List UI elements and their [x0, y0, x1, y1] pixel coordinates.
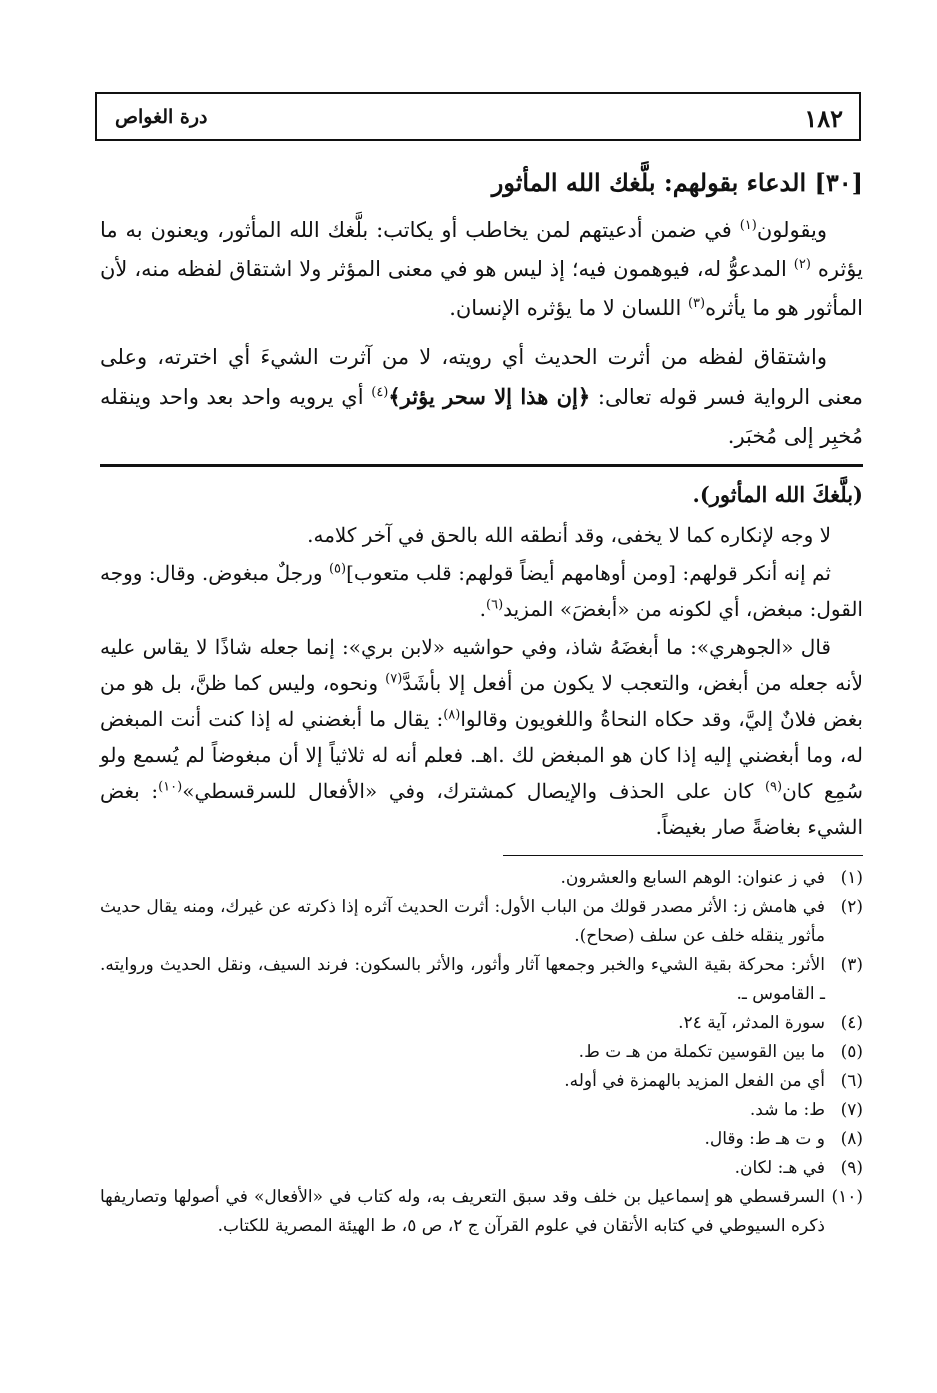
section-divider: [100, 464, 863, 467]
footnote-ref: (٣): [687, 296, 706, 311]
main-paragraph: واشتقاق لفظه من أثرت الحديث أي رويته، لا من آثرت الشيءَ أي اخترته، وعلى معنى الرواية فسر قوله تعالى: ﴿إن هذا إلا سحر يؤثر﴾$^{(٤)}$ أي يرويه واحد بعد واحد وينقله مُخبِر إلى مُخبَر.: [100, 345, 864, 448]
footnote-number: (٦): [840, 1071, 863, 1091]
footnote-ref: (٧): [385, 671, 403, 687]
section-heading: [٣٠] الدعاء بقولهم: بلَّغك الله المأثور: [491, 168, 863, 197]
footnote-text: أي من الفعل المزيد بالهمزة في أوله.: [564, 1071, 825, 1091]
footnote-ref: (٦): [486, 597, 504, 613]
footnote-text: سورة المدثر، آية ٢٤.: [678, 1013, 825, 1033]
main-paragraph: ويقولون$^{(١)}$ في ضمن أدعيتهم لمن يخاطب أو يكاتب: بلَّغك الله المأثور، ويعنون به ما يؤثره $^{(٢)}$ المدعوُّ له، فيوهمون فيه؛ إذ ليس هو في معنى المؤثر ولا اشتقاق لفظه منه، لأن المأثور هو ما يأثره$^{(٣)}$ اللسان لا ما يؤثره الإنسان.: [100, 218, 863, 320]
footnote-number: (٥): [840, 1042, 863, 1062]
footnote: [100, 864, 863, 893]
footnote: [100, 1038, 863, 1067]
footnote: [100, 893, 863, 951]
footnote-ref: (٢): [793, 257, 811, 272]
footnote-text: في هامش ز: الأثر مصدر قولك من الباب الأول: أثرت الحديث آثره إذا ذكرته عن غيرك، ومنه يقال حديث مأثور ينقله خلف عن سلف (صحاح).: [100, 897, 825, 946]
page-number: ١٨٢: [804, 104, 843, 133]
footnote-ref: (١٠): [158, 779, 183, 795]
commentary-paragraph: ثم إنه أنكر قولهم: [ومن أوهامهم أيضاً قولهم: قلب متعوب]$^{(٥)}$ ورجلٌ مبغوض. وقال: ووجه القول: مبغض، أي لكونه من «أبغضَ» المزيد$^{(٦)}$.: [100, 561, 863, 621]
footnote-ref: (٤): [371, 385, 389, 400]
footnote-text: في هـ: لكان.: [734, 1158, 825, 1178]
footnote-number: (٤): [840, 1013, 863, 1033]
commentary-paragraph: لا وجه لإنكاره كما لا يخفى، وقد أنطقه الله بالحق في آخر كلامه.: [307, 523, 831, 547]
footnote-text: الأثر: محركة بقية الشيء والخبر وجمعها آثار وأثور، والأثر بالسكون: فرند السيف، ونقل الحديث وروايته. ـ القاموس ـ.: [100, 955, 825, 1004]
footnote-text: و ت هـ ط: وقال.: [704, 1129, 825, 1149]
footnotes-list: [100, 864, 863, 1241]
footnote-ref: (٥): [328, 561, 347, 577]
quran-verse: ﴿إن هذا إلا سحر يؤثر﴾: [388, 384, 591, 409]
footnote-number: (٧): [840, 1100, 863, 1120]
running-title: درة الغواص: [115, 106, 208, 128]
page-header: [95, 92, 861, 141]
footnote-text: السرقسطي هو إسماعيل بن خلف وقد سبق التعريف به، وله كتاب في «الأفعال» في أصولها وتصاريفها ذكره السيوطي في كتابه الأتقان في علوم القرآن ج ٢، ص ٥، ط الهيئة المصرية للكتاب.: [100, 1187, 825, 1236]
footnote-text: في ز عنوان: الوهم السابع والعشرون.: [560, 868, 825, 888]
footnote-number: (٣): [840, 955, 863, 975]
commentary-paragraph: قال «الجوهري»: ما أبغضَهُ شاذ، وفي حواشيه «لابن بري»: إنما جعله شاذًا لا يقاس عليه لأنه جعله من أبغض، والتعجب لا يكون من أفعل إلا بأشَدَّ$^{(٧)}$ ونحوه، وليس كما ظنَّ، بل هو من بغض فلانٌ إليَّ، وقد حكاه النحاةُ واللغويون وقالوا$^{(٨)}$: يقال ما أبغضني له إذا كنت أنت المبغض له، وما أبغضني إليه إذا كان هو المبغض لك .اهـ. فعلم أنه له ثلاثياً إلا أن مبغوضاً لم يُسمع ولو سُمِع كان$^{(٩)}$ كان على الحذف والإيصال كمشترك، وفي «الأفعال للسرقسطي»$^{(١٠)}$: بغض الشيء بغاضةً صار بغيضاً.: [100, 635, 864, 839]
footnote: [100, 1009, 863, 1038]
footnote-ref: (١): [739, 218, 757, 233]
footnote-text: ما بين القوسين تكملة من هـ ت ط.: [578, 1042, 825, 1062]
commentary-heading: (بلَّغكَ الله المأثور).: [692, 482, 863, 507]
footnote: [100, 1096, 863, 1125]
footnote: [100, 1183, 863, 1241]
footnote-ref: (٨): [443, 707, 461, 723]
footnote: [100, 1067, 863, 1096]
footnote-number: (٢): [840, 897, 863, 917]
footnote-number: (٩): [840, 1158, 863, 1178]
footnote-number: (١٠): [831, 1187, 863, 1207]
footnote-text: ط: ما شد.: [749, 1100, 825, 1120]
footnote-divider: [503, 855, 863, 856]
footnote: [100, 951, 863, 1009]
footnote: [100, 1125, 863, 1154]
page-content: [100, 165, 863, 1241]
footnote-ref: (٩): [764, 779, 783, 795]
footnote: [100, 1154, 863, 1183]
footnote-number: (١): [840, 868, 863, 888]
footnote-number: (٨): [840, 1129, 863, 1149]
